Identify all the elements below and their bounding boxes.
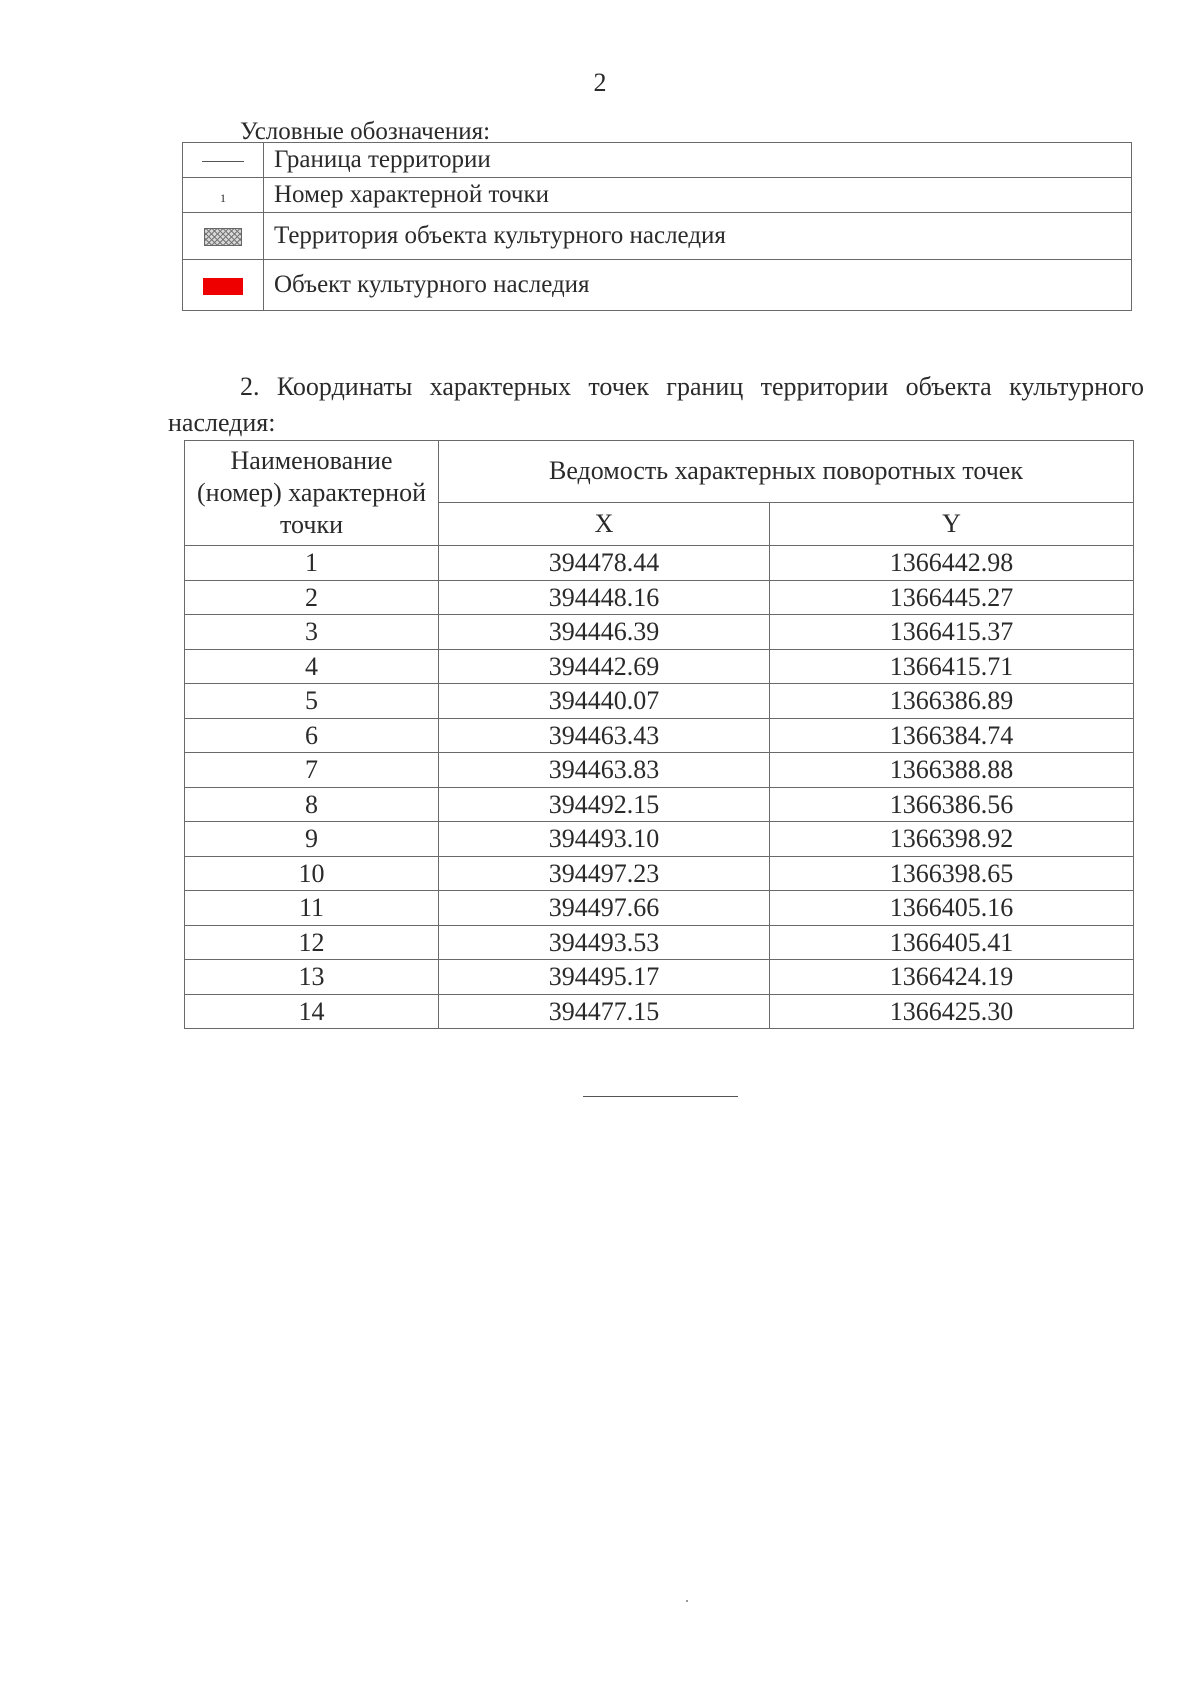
point-number-symbol: 1 <box>220 191 226 205</box>
group-header: Ведомость характерных поворотных точек <box>439 441 1134 503</box>
table-row <box>185 718 1134 753</box>
legend-symbol-cell <box>183 213 264 260</box>
point-number-cell: 8 <box>185 787 439 822</box>
legend-row-heritage-object <box>183 260 1132 311</box>
y-coordinate-cell: 1366425.30 <box>770 994 1134 1029</box>
table-row <box>185 649 1134 684</box>
x-coordinate-cell: 394448.16 <box>439 580 770 615</box>
legend-label: Граница территории <box>264 143 1132 178</box>
point-number-cell: 4 <box>185 649 439 684</box>
legend-row-heritage-territory <box>183 213 1132 260</box>
coordinates-body <box>185 546 1134 1029</box>
x-coordinate-cell: 394493.10 <box>439 822 770 857</box>
x-coordinate-cell: 394477.15 <box>439 994 770 1029</box>
y-coordinate-cell: 1366398.65 <box>770 856 1134 891</box>
point-number-cell: 7 <box>185 753 439 788</box>
legend-symbol-cell <box>183 178 264 213</box>
point-number-cell: 11 <box>185 891 439 926</box>
scan-speck <box>686 1600 688 1602</box>
y-coordinate-cell: 1366388.88 <box>770 753 1134 788</box>
x-coordinate-cell: 394440.07 <box>439 684 770 719</box>
table-row <box>185 753 1134 788</box>
legend-row-boundary <box>183 143 1132 178</box>
y-coordinate-cell: 1366386.56 <box>770 787 1134 822</box>
point-number-cell: 9 <box>185 822 439 857</box>
x-coordinate-cell: 394442.69 <box>439 649 770 684</box>
table-row <box>185 822 1134 857</box>
legend-symbol-cell <box>183 260 264 311</box>
table-row <box>185 960 1134 995</box>
x-coordinate-cell: 394463.43 <box>439 718 770 753</box>
table-row <box>185 546 1134 581</box>
page-number: 2 <box>593 68 607 97</box>
y-coordinate-cell: 1366384.74 <box>770 718 1134 753</box>
coordinates-table <box>184 440 1134 1029</box>
y-coordinate-cell: 1366405.16 <box>770 891 1134 926</box>
red-fill-symbol <box>203 278 243 295</box>
table-row <box>185 891 1134 926</box>
y-coordinate-cell: 1366405.41 <box>770 925 1134 960</box>
table-header-row <box>185 441 1134 503</box>
legend-label: Объект культурного наследия <box>264 260 1132 311</box>
point-number-cell: 13 <box>185 960 439 995</box>
boundary-line-symbol <box>202 161 244 162</box>
table-row <box>185 615 1134 650</box>
y-coordinate-cell: 1366386.89 <box>770 684 1134 719</box>
x-coordinate-cell: 394463.83 <box>439 753 770 788</box>
point-number-cell: 6 <box>185 718 439 753</box>
point-number-cell: 12 <box>185 925 439 960</box>
x-coordinate-cell: 394446.39 <box>439 615 770 650</box>
y-coordinate-cell: 1366424.19 <box>770 960 1134 995</box>
point-name-header: Наименование (номер) характерной точки <box>185 441 439 546</box>
point-number-cell: 14 <box>185 994 439 1029</box>
x-coordinate-cell: 394495.17 <box>439 960 770 995</box>
point-number-cell: 10 <box>185 856 439 891</box>
y-header: Y <box>770 502 1134 545</box>
y-coordinate-cell: 1366415.37 <box>770 615 1134 650</box>
table-row <box>185 787 1134 822</box>
point-number-cell: 1 <box>185 546 439 581</box>
x-coordinate-cell: 394497.66 <box>439 891 770 926</box>
legend-symbol-cell <box>183 143 264 178</box>
x-header: X <box>439 502 770 545</box>
y-coordinate-cell: 1366445.27 <box>770 580 1134 615</box>
point-number-cell: 5 <box>185 684 439 719</box>
legend-table <box>182 142 1132 311</box>
legend-title: Условные обозначения: <box>240 118 491 145</box>
point-number-cell: 3 <box>185 615 439 650</box>
x-coordinate-cell: 394497.23 <box>439 856 770 891</box>
table-row <box>185 994 1134 1029</box>
table-row <box>185 925 1134 960</box>
section-heading: 2. Координаты характерных точек границ территории объекта культурного наследия: <box>168 372 1144 437</box>
end-rule <box>583 1096 738 1097</box>
table-row <box>185 856 1134 891</box>
point-number-cell: 2 <box>185 580 439 615</box>
y-coordinate-cell: 1366398.92 <box>770 822 1134 857</box>
legend-label: Номер характерной точки <box>264 178 1132 213</box>
legend-row-point-number <box>183 178 1132 213</box>
x-coordinate-cell: 394492.15 <box>439 787 770 822</box>
y-coordinate-cell: 1366415.71 <box>770 649 1134 684</box>
legend-label: Территория объекта культурного наследия <box>264 213 1132 260</box>
x-coordinate-cell: 394493.53 <box>439 925 770 960</box>
table-row <box>185 684 1134 719</box>
x-coordinate-cell: 394478.44 <box>439 546 770 581</box>
table-row <box>185 580 1134 615</box>
hatched-area-symbol <box>204 228 242 246</box>
y-coordinate-cell: 1366442.98 <box>770 546 1134 581</box>
